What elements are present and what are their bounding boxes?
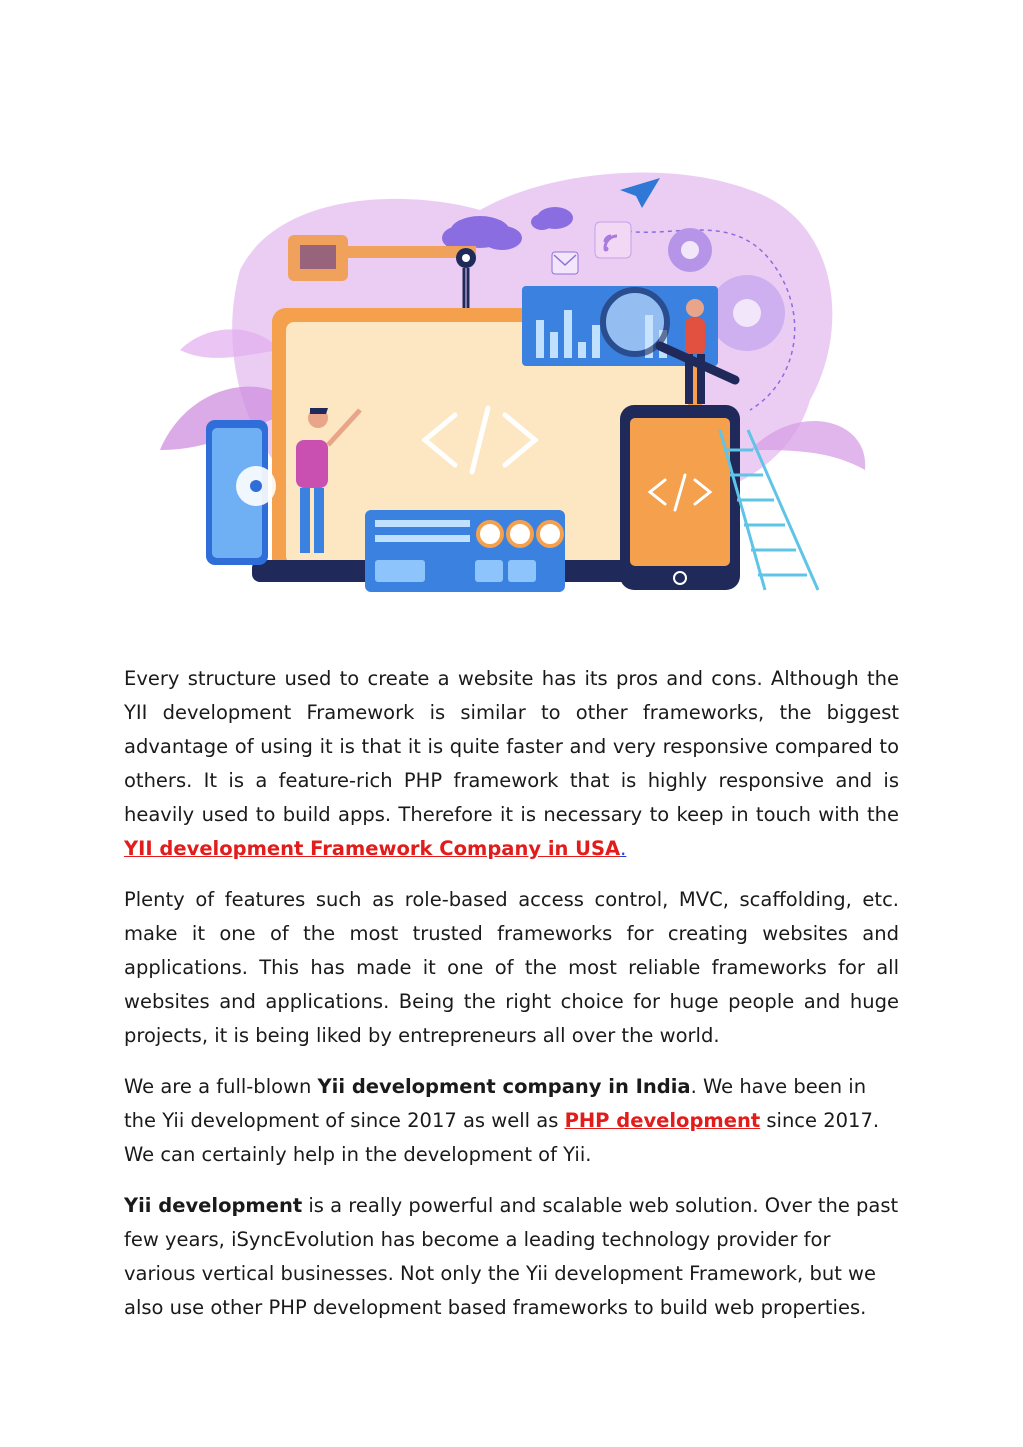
paragraph-intro: Every structure used to create a website has its pros and cons. Although the YII development Framework is similar to other frameworks, the biggest advantage of using it is that it is quite faster and very responsive compared to others. It is a feature-rich PHP framework that is highly responsive and is heavily used to build apps. Therefore it is necessary to keep in touch with the YII development Framework Company in USA. — [124, 667, 899, 860]
tablet-icon — [206, 420, 276, 565]
article-body — [124, 662, 899, 1342]
mail-icon — [552, 252, 578, 274]
hero-illustration — [150, 150, 870, 610]
yii-company-usa-link[interactable]: YII development Framework Company in USA — [124, 837, 621, 860]
bold-company-india: Yii development company in India — [317, 1075, 691, 1098]
paragraph-company: We are a full-blown Yii development company in India. We have been in the Yii development of since 2017 as well as PHP development since 2017. We can certainly help in the development of Yii. — [124, 1075, 880, 1166]
rss-icon — [595, 222, 631, 258]
php-development-link[interactable]: PHP development — [564, 1109, 761, 1132]
paragraph-features: Plenty of features such as role-based access control, MVC, scaffolding, etc. make it one of the most trusted frameworks for creating websites and applications. This has made it one of the most reliable frameworks for all websites and applications. Being the right choice for huge people and huge projects, it is being liked by entrepreneurs all over the world. — [124, 888, 899, 1047]
bold-yii-development: Yii development — [124, 1194, 303, 1217]
dashboard-widget-icon — [365, 510, 565, 592]
paragraph-solution: Yii development is a really powerful and scalable web solution. Over the past few years, iSyncEvolution has become a leading technology provider for various vertical businesses. Not only the Yii development Framework, but we also use other PHP development based frameworks to build web properties. — [124, 1194, 899, 1319]
